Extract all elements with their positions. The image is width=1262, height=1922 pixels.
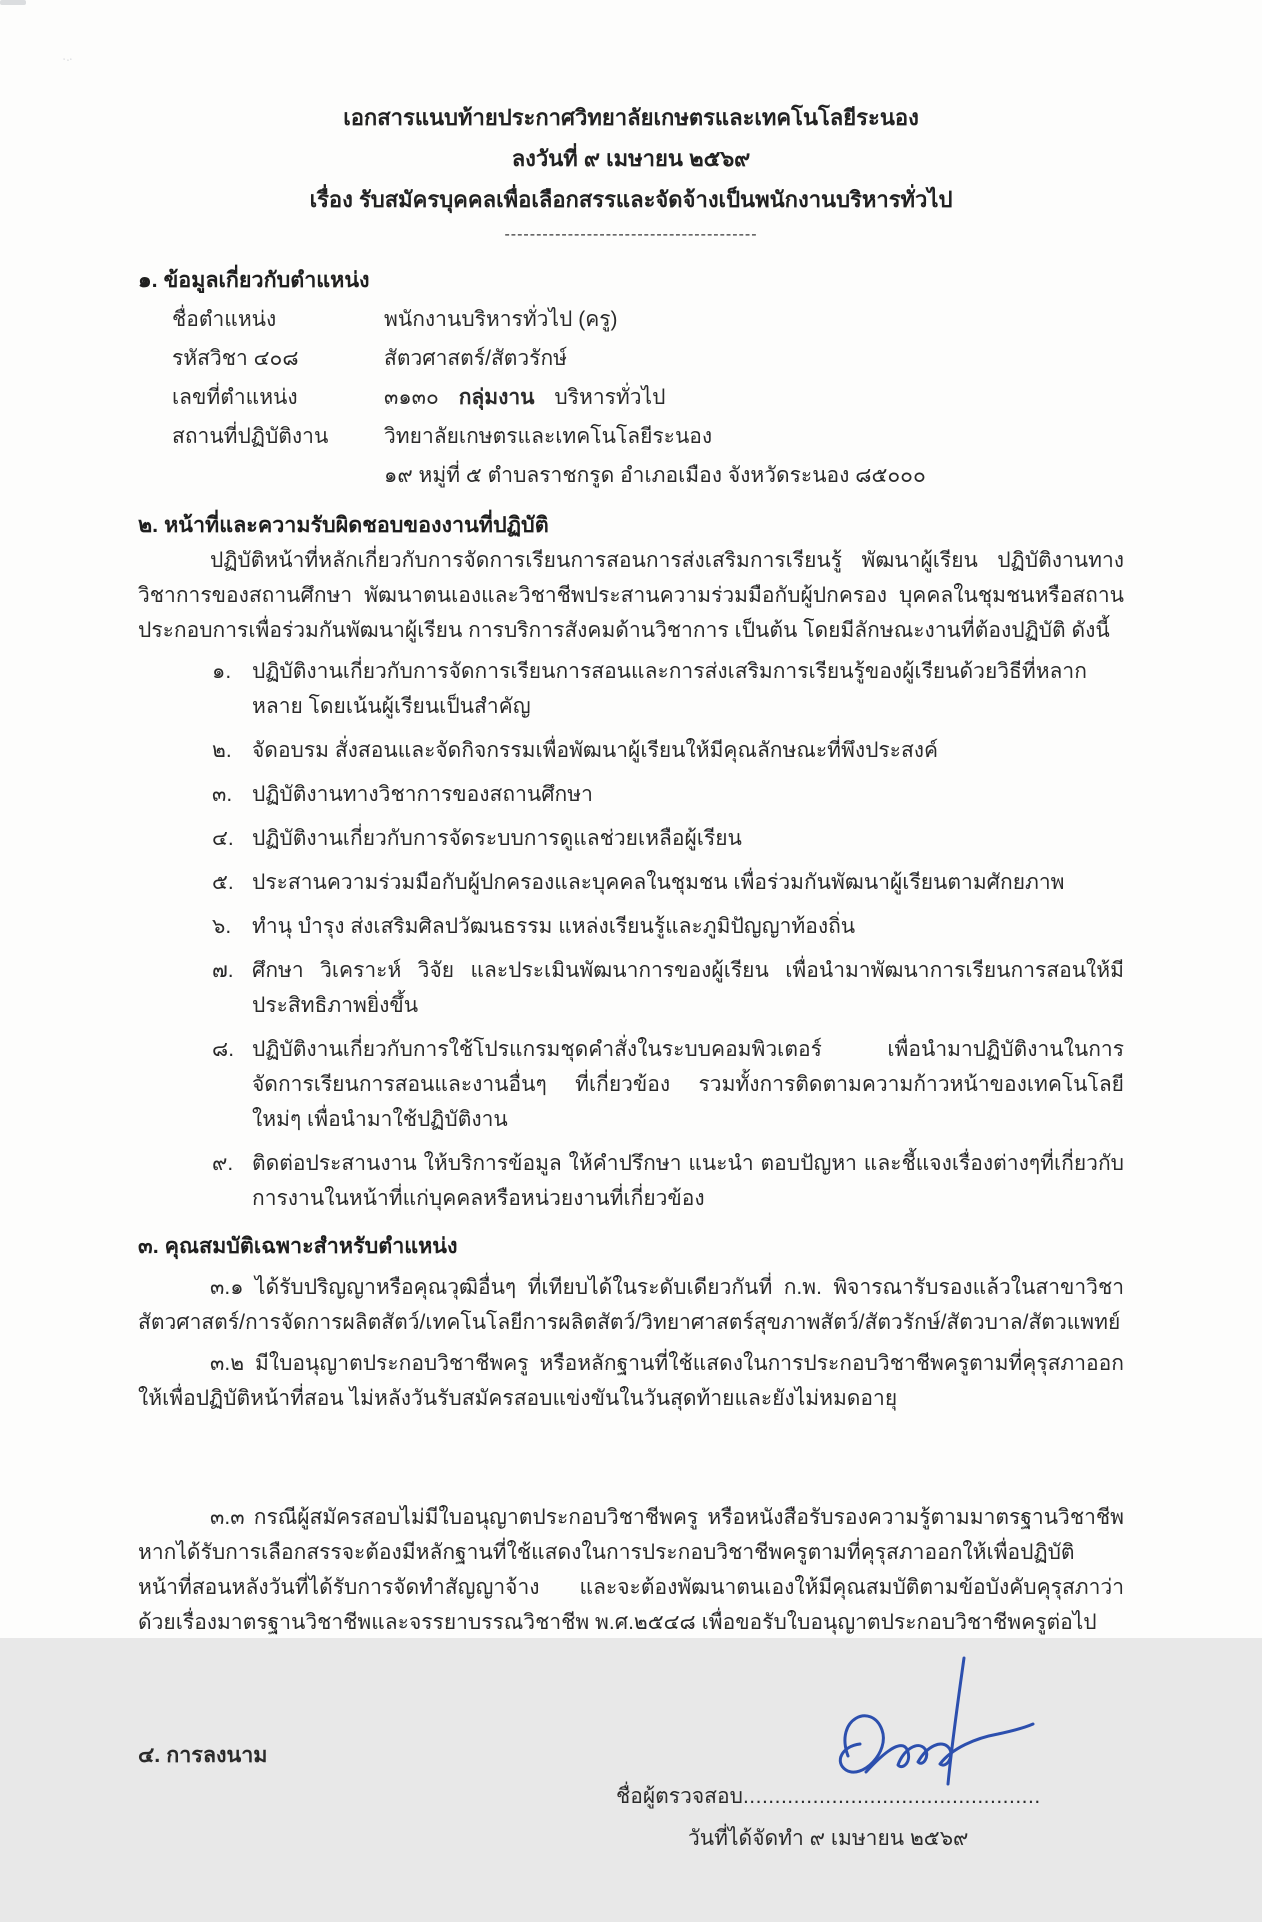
item-number: ๗. bbox=[212, 959, 234, 982]
list-item bbox=[212, 654, 1124, 724]
list-item bbox=[212, 865, 1124, 900]
list-item bbox=[212, 953, 1124, 1023]
document-content bbox=[0, 5, 1262, 1922]
list-item bbox=[212, 1032, 1124, 1137]
inspector-label: ชื่อผู้ตรวจสอบ bbox=[616, 1785, 743, 1808]
signing-section bbox=[138, 1702, 1124, 1922]
item-text: ทำนุ บำรุง ส่งเสริมศิลปวัฒนธรรม แหล่งเรียนรู้และภูมิปัญญาท้องถิ่น bbox=[252, 915, 856, 938]
group-label: กลุ่มงาน bbox=[458, 386, 535, 409]
qualification-3-3: ๓.๓ กรณีผู้สมัครสอบไม่มีใบอนุญาตประกอบวิชาชีพครู หรือหนังสือรับรองความรู้ตามมาตรฐานวิชาชีพ หากได้รับการเลือกสรรจะต้องมีหลักฐานที่ใช้แสดงในการประกอบวิชาชีพครูตามที่คุรุสภาออกให้เพื่อปฏิบัติหน้าที่สอนหลังวันที่ได้รับการจัดทำสัญญาจ้าง และจะต้องพัฒนาตนเองให้มีคุณสมบัติตามข้อบังคับคุรุสภาว่าด้วยเรื่องมาตรฐานวิชาชีพและจรรยาบรรณวิชาชีพ พ.ศ.๒๕๔๘ เพื่อขอรับใบอนุญาตประกอบวิชาชีพครูต่อไป bbox=[138, 1506, 1124, 1634]
document-title-block bbox=[138, 97, 1124, 220]
section1-heading: ๑. ข้อมูลเกี่ยวกับตำแหน่ง bbox=[138, 268, 370, 292]
scan-artifact: ·.. bbox=[60, 50, 74, 66]
list-item bbox=[212, 1146, 1124, 1216]
item-number: ๖. bbox=[212, 915, 232, 938]
item-text: ปฏิบัติงานเกี่ยวกับการจัดการเรียนการสอนและการส่งเสริมการเรียนรู้ของผู้เรียนด้วยวิธีที่หลากหลาย โดยเน้นผู้เรียนเป็นสำคัญ bbox=[252, 660, 1087, 718]
list-item bbox=[212, 909, 1124, 944]
section4-heading: ๔. การลงนาม bbox=[138, 1743, 268, 1767]
position-info-table bbox=[172, 300, 1124, 495]
group-value: บริหารทั่วไป bbox=[554, 386, 666, 409]
field-label bbox=[172, 456, 384, 495]
duty-list bbox=[212, 654, 1124, 1216]
field-value: สัตวศาสตร์/สัตวรักษ์ bbox=[384, 347, 568, 370]
field-row-workplace bbox=[172, 417, 1124, 456]
section2-intro: ปฏิบัติหน้าที่หลักเกี่ยวกับการจัดการเรียนการสอนการส่งเสริมการเรียนรู้ พัฒนาผู้เรียน ปฏิบัติงานทางวิชาการของสถานศึกษา พัฒนาตนเองและวิชาชีพประสานความร่วมมือกับผู้ปกครอง บุคคลในชุมชนหรือสถานประกอบการเพื่อร่วมกันพัฒนาผู้เรียน การบริการสังคมด้านวิชาการ เป็นต้น โดยมีลักษณะงานที่ต้องปฏิบัติ ดังนี้ bbox=[138, 549, 1124, 642]
item-text: ติดต่อประสานงาน ให้บริการข้อมูล ให้คำปรึกษา แนะนำ ตอบปัญหา และชี้แจงเรื่องต่างๆที่เกี่ยวกับการงานในหน้าที่แก่บุคคลหรือหน่วยงานที่เกี่ยวข้อง bbox=[252, 1152, 1124, 1210]
item-number: ๔. bbox=[212, 827, 234, 850]
item-text: ปฏิบัติงานเกี่ยวกับการจัดระบบการดูแลช่วยเหลือผู้เรียน bbox=[252, 827, 742, 850]
field-value: ๑๙ หมู่ที่ ๕ ตำบลราชกรูด อำเภอเมือง จังหวัดระนอง ๘๕๐๐๐ bbox=[384, 464, 926, 487]
field-label: ชื่อตำแหน่ง bbox=[172, 308, 277, 331]
qualification-3-1: ๓.๑ ได้รับปริญญาหรือคุณวุฒิอื่นๆ ที่เทียบได้ในระดับเดียวกันที่ ก.พ. พิจารณารับรองแล้วในสาขาวิชาสัตวศาสตร์/การจัดการผลิตสัตว์/เทคโนโลยีการผลิตสัตว์/วิทยาศาสตร์สุขภาพสัตว์/สัตวรักษ์/สัตวบาล/สัตวแพทย์ bbox=[138, 1276, 1124, 1334]
title-line-3: เรื่อง รับสมัครบุคคลเพื่อเลือกสรรและจัดจ้างเป็นพนักงานบริหารทั่วไป bbox=[309, 187, 953, 212]
signature-block bbox=[616, 1702, 1041, 1855]
position-number: ๓๑๓๐ bbox=[384, 386, 439, 409]
item-text: ศึกษา วิเคราะห์ วิจัย และประเมินพัฒนาการของผู้เรียน เพื่อนำมาพัฒนาการเรียนการสอนให้มีประสิทธิภาพยิ่งขึ้น bbox=[252, 959, 1124, 1017]
field-label: รหัสวิชา ๔๐๘ bbox=[172, 347, 299, 370]
prepared-date-line: วันที่ได้จัดทำ ๙ เมษายน ๒๕๖๙ bbox=[688, 1827, 969, 1850]
field-label: เลขที่ตำแหน่ง bbox=[172, 386, 298, 409]
item-text: ประสานความร่วมมือกับผู้ปกครองและบุคคลในชุมชน เพื่อร่วมกันพัฒนาผู้เรียนตามศักยภาพ bbox=[252, 871, 1065, 894]
inspector-name-line bbox=[616, 1780, 1041, 1814]
qualification-3-2: ๓.๒ มีใบอนุญาตประกอบวิชาชีพครู หรือหลักฐานที่ใช้แสดงในการประกอบวิชาชีพครูตามที่คุรุสภาออกให้เพื่อปฏิบัติหน้าที่สอน ไม่หลังวันรับสมัครสอบแข่งขันในวันสุดท้ายและยังไม่หมดอายุ bbox=[138, 1352, 1124, 1410]
item-number: ๙. bbox=[212, 1152, 234, 1175]
field-label: สถานที่ปฏิบัติงาน bbox=[172, 425, 329, 448]
field-value bbox=[384, 378, 1124, 417]
item-text: ปฏิบัติงานเกี่ยวกับการใช้โปรแกรมชุดคำสั่งในระบบคอมพิวเตอร์ เพื่อนำมาปฏิบัติงานในการจัดการเรียนการสอนและงานอื่นๆ ที่เกี่ยวข้อง รวมทั้งการติดตามความก้าวหน้าของเทคโนโลยีใหม่ๆ เพื่อนำมาใช้ปฏิบัติงาน bbox=[252, 1038, 1124, 1131]
item-number: ๑. bbox=[212, 660, 232, 683]
section3-heading: ๓. คุณสมบัติเฉพาะสำหรับตำแหน่ง bbox=[138, 1234, 458, 1258]
item-text: ปฏิบัติงานทางวิชาการของสถานศึกษา bbox=[252, 783, 593, 806]
title-line-1: เอกสารแนบท้ายประกาศวิทยาลัยเกษตรและเทคโนโลยีระนอง bbox=[343, 105, 919, 130]
item-number: ๒. bbox=[212, 739, 232, 762]
list-item bbox=[212, 821, 1124, 856]
title-line-2: ลงวันที่ ๙ เมษายน ๒๕๖๙ bbox=[511, 146, 751, 171]
field-row-position-number bbox=[172, 378, 1124, 417]
item-number: ๕. bbox=[212, 871, 234, 894]
item-number: ๘. bbox=[212, 1038, 235, 1061]
field-row-position-name bbox=[172, 300, 1124, 339]
list-item bbox=[212, 733, 1124, 768]
section2-heading: ๒. หน้าที่และความรับผิดชอบของงานที่ปฏิบัติ bbox=[138, 513, 549, 537]
field-value: วิทยาลัยเกษตรและเทคโนโลยีระนอง bbox=[384, 425, 713, 448]
field-row-subject-code bbox=[172, 339, 1124, 378]
item-text: จัดอบรม สั่งสอนและจัดกิจกรรมเพื่อพัฒนาผู้เรียนให้มีคุณลักษณะที่พึงประสงค์ bbox=[252, 739, 939, 762]
field-row-address bbox=[172, 456, 1124, 495]
field-value: พนักงานบริหารทั่วไป (ครู) bbox=[384, 308, 618, 331]
list-item bbox=[212, 777, 1124, 812]
dotted-fill-line: ............................................... bbox=[742, 1785, 1041, 1808]
dashed-divider: ---------------------------------------- bbox=[504, 226, 758, 243]
scan-artifact bbox=[0, 0, 26, 5]
item-number: ๓. bbox=[212, 783, 233, 806]
